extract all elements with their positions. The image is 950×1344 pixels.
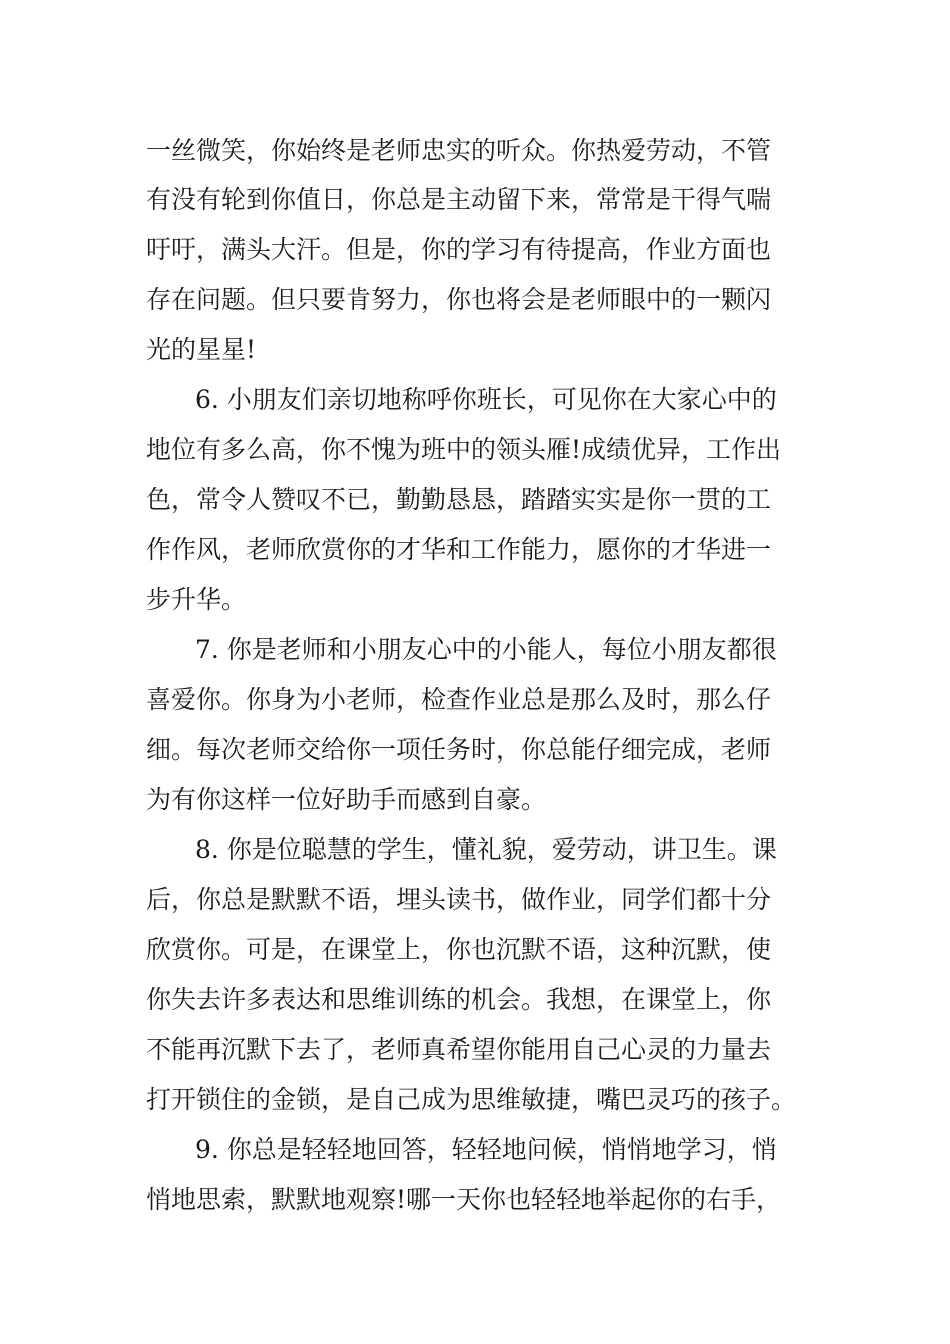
text-line: 打开锁住的金锁，是自己成为思维敏捷，嘴巴灵巧的孩子。: [146, 1085, 797, 1114]
paragraph-8-first-line: 8. 你是位聪慧的学生，懂礼貌，爱劳动，讲卫生。课: [195, 835, 777, 864]
text-line: 地位有多么高，你不愧为班中的领头雁!成绩优异，工作出: [146, 435, 782, 464]
text-line: 色，常令人赞叹不已，勤勤恳恳，踏踏实实是你一贯的工: [146, 485, 772, 514]
text-line: 你失去许多表达和思维训练的机会。我想，在课堂上，你: [146, 985, 772, 1014]
paragraph-6-first-line: 6. 小朋友们亲切地称呼你班长，可见你在大家心中的: [195, 385, 777, 414]
text-line: 步升华。: [146, 585, 247, 614]
text-line: 不能再沉默下去了，老师真希望你能用自己心灵的力量去: [146, 1035, 772, 1064]
text-line: 一丝微笑，你始终是老师忠实的听众。你热爱劳动，不管: [146, 136, 772, 165]
paragraph-7-first-line: 7. 你是老师和小朋友心中的小能人，每位小朋友都很: [195, 635, 777, 664]
paragraph-9-first-line: 9. 你总是轻轻地回答，轻轻地问候，悄悄地学习，悄: [195, 1135, 777, 1164]
text-line: 喜爱你。你身为小老师，检查作业总是那么及时，那么仔: [146, 685, 772, 714]
text-line: 细。每次老师交给你一项任务时，你总能仔细完成，老师: [146, 735, 772, 764]
text-line: 光的星星!: [146, 335, 257, 364]
text-line: 吁吁，满头大汗。但是，你的学习有待提高，作业方面也: [146, 235, 772, 264]
text-line: 存在问题。但只要肯努力，你也将会是老师眼中的一颗闪: [146, 285, 772, 314]
text-line: 为有你这样一位好助手而感到自豪。: [146, 785, 547, 814]
text-line: 作作风，老师欣赏你的才华和工作能力，愿你的才华进一: [146, 535, 772, 564]
text-line: 悄地思索，默默地观察!哪一天你也轻轻地举起你的右手，: [146, 1185, 782, 1214]
text-line: 有没有轮到你值日，你总是主动留下来，常常是干得气喘: [146, 185, 772, 214]
text-line: 后，你总是默默不语，埋头读书，做作业，同学们都十分: [146, 885, 772, 914]
text-line: 欣赏你。可是，在课堂上，你也沉默不语，这种沉默，使: [146, 935, 772, 964]
